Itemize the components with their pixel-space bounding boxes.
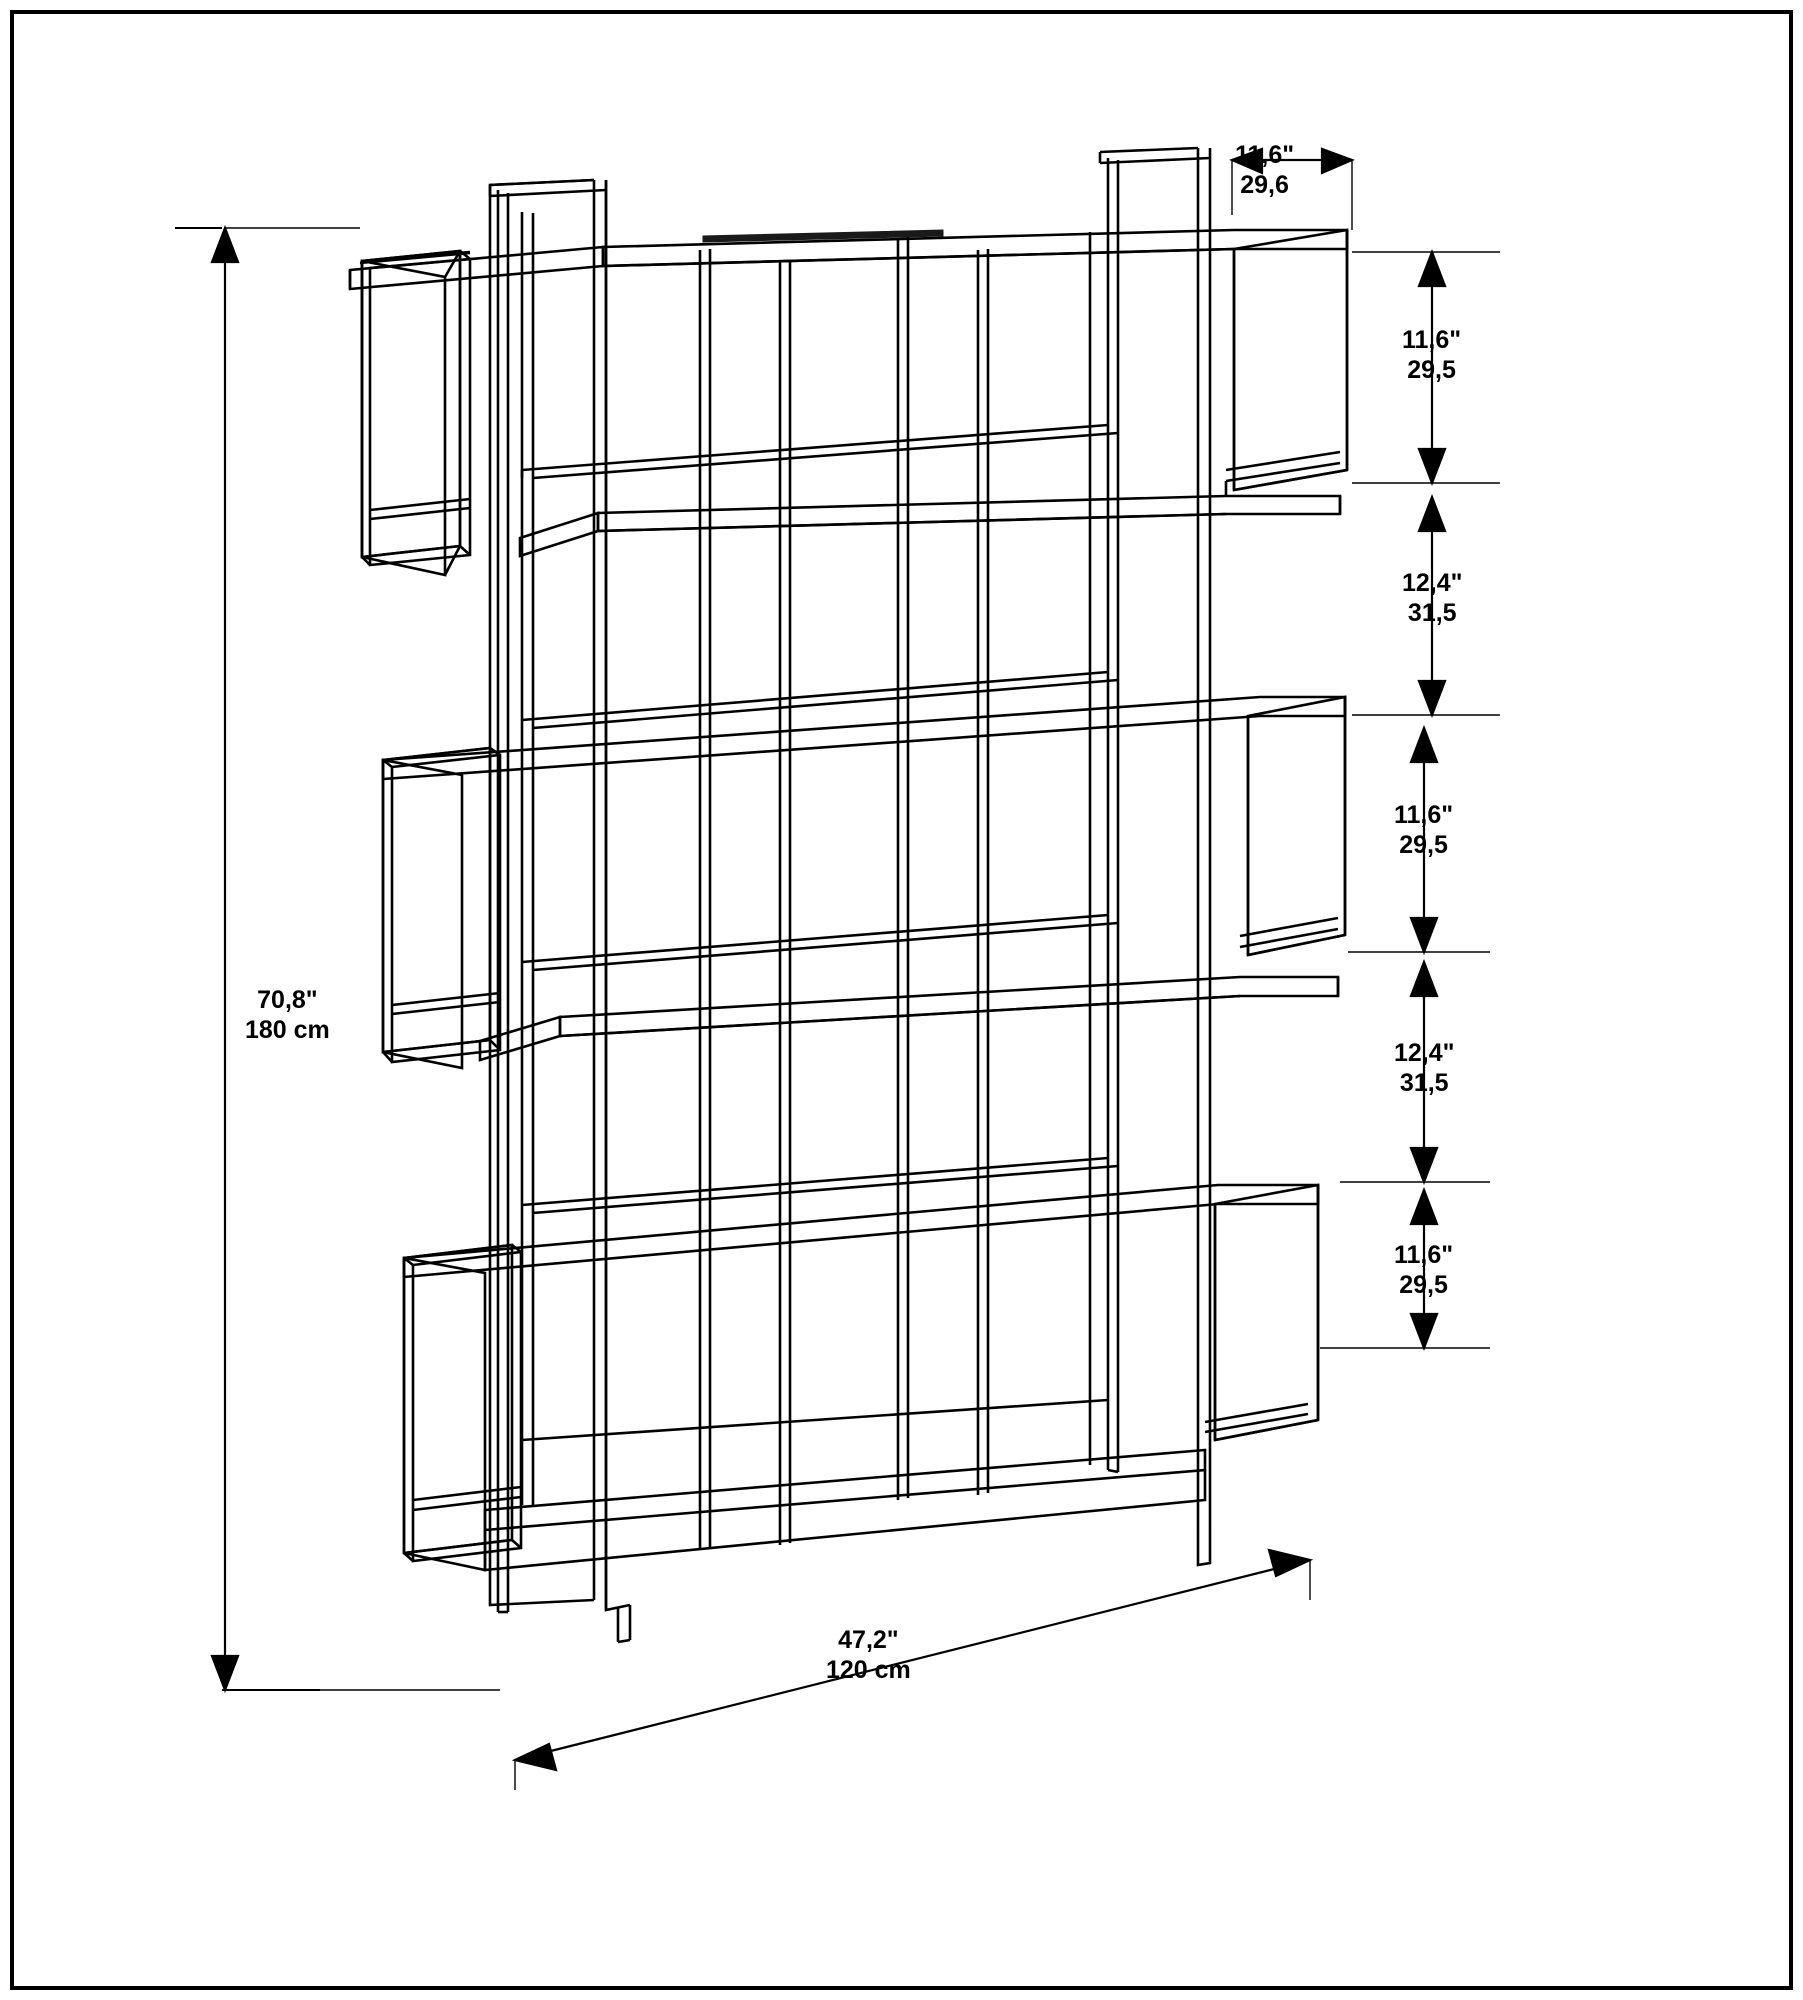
frame-leg-right-rear — [1108, 158, 1118, 1472]
frame-left-rail — [498, 190, 630, 1642]
shelf-3 — [383, 697, 1345, 779]
cube-upper-left-outer — [362, 251, 460, 575]
shelf-5 — [404, 1185, 1318, 1277]
dimension-label-tier-1: 11,6" 29,5 — [1402, 326, 1462, 384]
dimension-label-tier-2: 12,4" 31,5 — [1402, 569, 1463, 627]
dimension-label-depth: 11,6" 29,6 — [1235, 141, 1295, 199]
cube-bottom-right — [1205, 1185, 1318, 1440]
dimension-label-tier-5: 11,6" 29,5 — [1394, 1241, 1454, 1299]
dimension-label-tier-4: 12,4" 31,5 — [1394, 1039, 1455, 1097]
frame-leg-left-rear — [522, 212, 533, 1505]
dimension-lines — [175, 149, 1500, 1790]
shelf-back-edges — [560, 249, 1240, 1036]
cube-middle-right — [1240, 697, 1345, 955]
frame-divider-1 — [700, 249, 710, 1550]
dimension-label-height: 70,8" 180 cm — [245, 986, 330, 1044]
shelf-2 — [520, 496, 1340, 556]
frame-rails — [522, 425, 1118, 1440]
frame-divider-2 — [898, 237, 908, 1500]
frame-right-top — [1100, 148, 1210, 163]
frame-leg-right-front — [1198, 148, 1210, 1565]
cube-middle-left — [383, 748, 500, 1068]
dimension-label-tier-3: 11,6" 29,5 — [1394, 801, 1454, 859]
cube-upper-right — [1226, 230, 1347, 496]
cube-upper-left-shelf — [370, 499, 470, 519]
dimension-label-width: 47,2" 120 cm — [826, 1626, 911, 1684]
cube-bottom-left — [404, 1245, 521, 1570]
